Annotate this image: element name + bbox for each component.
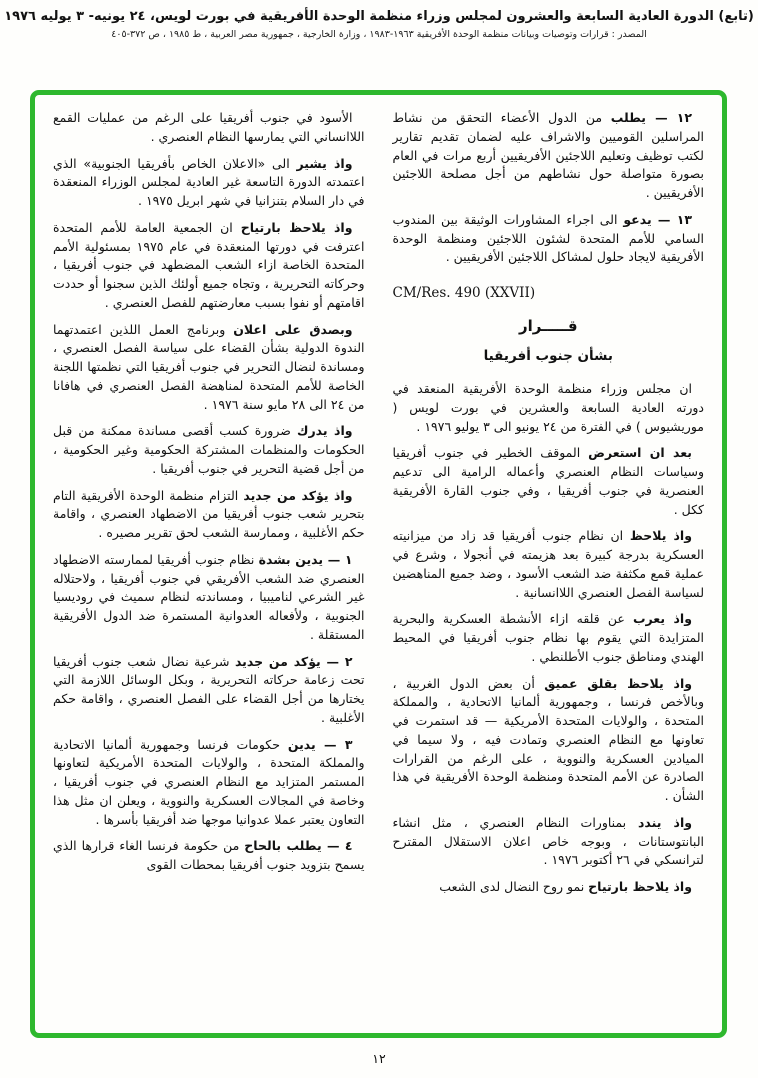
preamble-paragraph [393,527,705,602]
paragraph-lead: واذ يشير [296,155,353,171]
operative-paragraph-2 [53,653,365,728]
paragraph-lead: ٣ — يدين [287,736,353,752]
paragraph-text: شرعية نضال شعب جنوب أفريقيا تحت زعامة حركاته التحريرية ، وبكل الوسائل اللازمة التي يختارها من أجل القضاء على الفصل العنصري ، واقامة حكم الأغلبية . [53,653,365,725]
paragraph-text: الأسود في جنوب أفريقيا على الرغم من عمليات القمع اللاانساني التي يمارسها النظام العنصري . [53,110,365,144]
paragraph-lead: واذ يدرك [296,423,353,439]
paragraph-text: نمو روح النضال لدى الشعب [439,879,585,894]
paragraph-lead: بعد ان استعرض [588,445,692,461]
paragraph-text: ان نظام جنوب أفريقيا قد زاد من ميزانيته العسكرية بدرجة كبيرة بعد هزيمته في أنجولا ، وشرع في عملية قمع مكثفة ضد الشعب الأسود ، وضد جميع المناهضين لسياسة الفصل العنصري اللاانسانية . [392,528,704,600]
paragraph-text: أن بعض الدول الغربية ، وبالأخص فرنسا ، وجمهورية ألمانيا الاتحادية ، والمملكة المتحدة ، والولايات المتحدة الأمريكية — قد استمرت في تعاونها مع النظام العنصري وتمادت فيه ، ولا سيما في الميادين العسكرية والنووية ، على الرغم من القرارات الصادرة عن الأمم المتحدة ومنظمة الوحدة الأفريقية في هذا الشأن . [392,675,704,803]
clause-text: من الدول الأعضاء التحقق من نشاط المراسلين القوميين والاشراف عليه لضمان تقديم تقارير لكتب توظيف وتعليم اللاجئين الأفريقيين أربع مرات في العام بصورة متواصلة حول نشاطهم من أجل مصلحة اللاجئين الأفريقيين . [392,110,704,200]
resolution-title: قـــــرار [518,317,578,336]
page-header [0,0,758,40]
preamble-paragraph [53,422,365,478]
preamble-paragraph [393,878,705,897]
operative-paragraph-3 [53,736,365,830]
page-number: ١٢ [372,1051,386,1066]
paragraph-lead: واذ يلاحظ بقلق عميق [544,675,692,691]
preamble-paragraph [393,610,705,666]
paragraph-text: عن قلقه ازاء الأنشطة العسكرية والبحرية المتزايدة التي يقوم بها نظام جنوب أفريقيا في المحيط الهندي ومناطق جنوب الأطلنطي . [392,611,704,664]
header-source: المصدر : قرارات وتوصيات وبيانات منظمة الوحدة الأفريقية ١٩٦٣-١٩٨٣ ، وزارة الخارجية ، جمهورية مصر العربية ، ط ١٩٨٥ ، ص ٣٧٢-٤٠٥ [111,29,647,40]
paragraph-text: من حكومة فرنسا الغاء قرارها الذي يسمح بتزويد جنوب أفريقيا بمحطات القوى [53,838,365,872]
paragraph-lead: واذ يلاحظ بارتياح [240,219,353,235]
column-left [53,109,365,1023]
preamble-paragraph [393,814,705,870]
preamble-paragraph [53,155,365,211]
header-title: (تابع) الدورة العادية السابعة والعشرون لمجلس وزراء منظمة الوحدة الأفريقية في بورت لويس، ٢٤ يونيه- ٣ يوليه ١٩٧٦ [4,9,754,24]
paragraph-text: نظام جنوب أفريقيا لممارسته الاضطهاد العنصري ضد الشعب الأفريقي في جنوب أفريقيا ، ولاحتلاله غير الشرعي لناميبيا ، ومساندته لنظام سميث في روديسيا الجنوبية ، ولأفعاله العدوانية المستمرة ضد الدول الأفريقية المستقلة . [53,551,365,642]
preamble-paragraph [393,444,705,519]
paragraph-text: الى «الاعلان الخاص بأفريقيا الجنوبية» الذي اعتمدته الدورة التاسعة غير العادية لمجلس الوزراء المنعقدة في دار السلام بتنزانيا في شهر ابريل ١٩٧٥ . [53,155,365,208]
paragraph-lead: واذ يؤكد من جديد [243,487,353,503]
preamble-paragraph [393,380,705,436]
paragraph-lead: ٢ — يؤكد من جديد [234,653,353,669]
preamble-paragraph [393,675,705,806]
preamble-paragraph [53,219,365,313]
paragraph-text: الموقف الخطير في جنوب أفريقيا وسياسات النظام العنصري وأعماله الرامية الى تدعيم العنصرية في جنوب أفريقيا ، وفي جنوب القارة الأفريقية ككل . [392,445,704,517]
operative-paragraph-4 [53,837,365,875]
paragraph-text: التزام منظمة الوحدة الأفريقية التام بتحرير شعب جنوب أفريقيا من الاضطهاد العنصري ، واقامة حكم الأغلبية ، وممارسة الشعب لحق تقرير مصيره . [53,487,365,540]
paragraph-text: ان الجمعية العامة للأمم المتحدة اعترفت في دورتها المنعقدة في عام ١٩٧٥ بمسئولية الأمم المتحدة الخاصة ازاء الشعب المضطهد في جنوب أفريقيا ، وحركاته التحريرية ، وتجاه جميع أولئك الذين سجنوا أو حددت اقامتهم أو نفوا بسبب معارضتهم للفصل العنصري . [53,219,365,310]
paragraph-text: بمناورات النظام العنصري ، مثل انشاء البانتوستانات ، وبوجه خاص اعلان الاستقلال المقترح لترانسكي في ٢٦ أكتوبر ١٩٧٦ . [392,814,704,868]
clause-text: الى اجراء المشاورات الوثيقة بين المندوب السامي للأمم المتحدة لشئون اللاجئين ومنظمة الوحدة الأفريقية لايجاد حلول لمشاكل اللاجئين الأفريقيين . [392,211,704,265]
operative-paragraph-1 [53,551,365,645]
preamble-paragraph [53,321,365,415]
preamble-paragraph [53,487,365,543]
continuation-paragraph [53,109,365,147]
paragraph-lead: ٤ — يطلب بالحاح [244,838,353,854]
column-right [393,109,705,1023]
paragraph-lead: واذ يلاحظ [629,528,692,544]
clause-lead: ١٢ — يطلب [610,110,692,125]
resolution-code: CM/Res. 490 (XXVII) [392,285,536,301]
clause-13 [393,211,705,267]
text-columns [53,109,704,1023]
paragraph-text: حكومات فرنسا وجمهورية ألمانيا الاتحادية والمملكة المتحدة ، والولايات المتحدة الأمريكية لتعاونها المستمر المتزايد مع النظام العنصري في جنوب أفريقيا ، وخاصة في المجالات العسكرية والنووية ، ويعلن ان مثل هذا التعاون يعتبر عملا عدوانيا موجها ضد أفريقيا بأسرها . [53,736,365,827]
clause-lead: ١٣ — يدعو [623,211,692,227]
paragraph-text: وبرنامج العمل اللذين اعتمدتهما الندوة الدولية بشأن القضاء على سياسة الفصل العنصري ، ومساندة لنضال التحرير في جنوب أفريقيا التي نظمتها اللجنة الخاصة للأمم المتحدة لمناهضة الفصل العنصري في هافانا من ٢٤ الى ٢٨ مايو سنة ١٩٧٦ . [53,321,365,412]
paragraph-lead: ١ — يدين بشدة [258,551,353,567]
paragraph-lead: واذ يعرب [632,611,692,627]
paragraph-lead: وبصدق على اعلان [233,321,353,337]
paragraph-lead: واذ يندد [637,814,693,830]
paragraph-text: ضرورة كسب أقصى مساندة ممكنة من قبل الحكومات والمنظمات المشتركة الحكومية وغير الحكومية ، من أجل قضية التحرير في جنوب أفريقيا . [53,423,365,476]
paragraph-text: ان مجلس وزراء منظمة الوحدة الأفريقية المنعقد في دورته العادية السابعة والعشرين في بورت لويس ( موريشيوس ) في الفترة من ٢٤ يونيو الى ٣ يوليو ١٩٧٦ . [392,381,704,434]
green-border-frame [30,90,727,1038]
paragraph-lead: واذ يلاحظ بارتياح [588,879,692,894]
resolution-subtitle: بشأن جنوب أفريقيا [483,347,613,364]
clause-12 [393,109,705,203]
